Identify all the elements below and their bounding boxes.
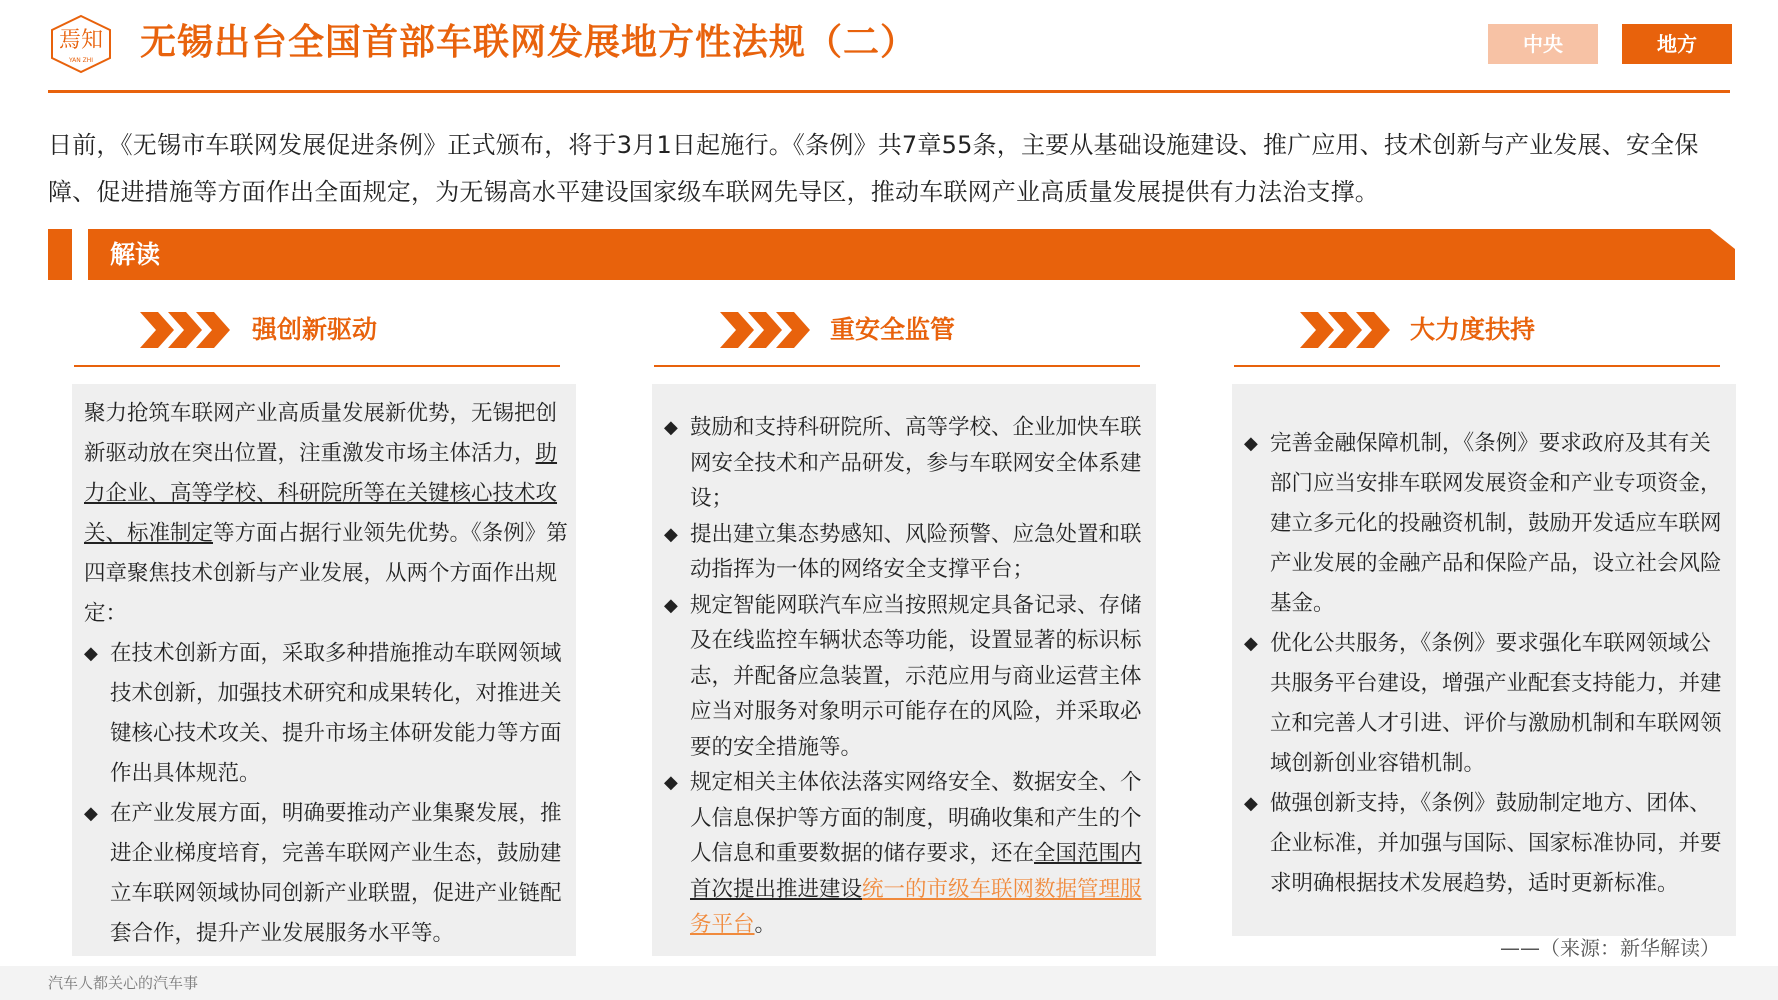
column-divider xyxy=(1234,365,1720,367)
diamond-icon: ◆ xyxy=(1244,793,1258,814)
box-text-support xyxy=(1244,424,1728,904)
list-item: ◆ 规定相关主体依法落实网络安全、数据安全、个人信息保护等方面的制度，明确收集和产生的个人信息和重要数据的储存要求，还在全国范围内首次提出推进建设统一的市级车联网数据管理服务平台。 xyxy=(664,765,1148,943)
innovation-intro: 聚力抢筑车联网产业高质量发展新优势，无锡把创新驱动放在突出位置，注重激发市场主体活力，助力企业、高等学校、科研院所等在关键核心技术攻关、标准制定等方面占据行业领先优势。《条例》第四章聚焦技术创新与产业发展，从两个方面作出规定： xyxy=(84,401,568,626)
logo-subtext: YAN ZHI xyxy=(68,57,94,64)
logo-glyph: 焉知 xyxy=(58,28,104,53)
box-text-innovation xyxy=(84,394,568,954)
column-title-safety: 重安全监管 xyxy=(830,315,956,344)
list-item: ◆ 优化公共服务，《条例》要求强化车联网领域公共服务平台建设，增强产业配套支持能力，并建立和完善人才引进、评价与激励机制和车联网领域创新创业容错机制。 xyxy=(1244,624,1728,784)
banner-bar xyxy=(88,229,1735,280)
chevrons-icon xyxy=(1300,310,1392,350)
list-item: ◆ 规定智能网联汽车应当按照规定具备记录、存储及在线监控车辆状态等功能，设置显著的标识标志，并配备应急装置，示范应用与商业运营主体应当对服务对象明示可能存在的风险，并采取必要的安全措施等。 xyxy=(664,588,1148,766)
diamond-icon: ◆ xyxy=(664,523,678,545)
tab-local[interactable]: 地方 xyxy=(1622,24,1732,64)
diamond-icon: ◆ xyxy=(1244,433,1258,454)
diamond-icon: ◆ xyxy=(1244,633,1258,654)
source-note: ——（来源：新华解读） xyxy=(1500,936,1720,960)
diamond-icon: ◆ xyxy=(84,643,98,664)
underlined-text: 全国范围内首次提出推进建设 xyxy=(690,841,1142,902)
list-item: ◆ 鼓励和支持科研院所、高等学校、企业加快车联网安全技术和产品研发，参与车联网安全体系建设； xyxy=(664,410,1148,517)
chevrons-icon xyxy=(140,310,232,350)
intro-paragraph: 日前，《无锡市车联网发展促进条例》正式颁布，将于3月1日起施行。《条例》共7章55条，主要从基础设施建设、推广应用、技术创新与产业发展、安全保障、促进措施等方面作出全面规定，为无锡高水平建设国家级车联网先导区，推动车联网产业高质量发展提供有力法治支撑。 xyxy=(48,131,1699,206)
list-item: ◆ 提出建立集态势感知、风险预警、应急处置和联动指挥为一体的网络安全支撑平台； xyxy=(664,517,1148,588)
diamond-icon: ◆ xyxy=(664,772,678,793)
footer-bar xyxy=(0,966,1778,1000)
column-divider xyxy=(654,365,1140,367)
diamond-icon: ◆ xyxy=(664,594,678,616)
underlined-text: 助力企业、高等学校、科研院所等在关键核心技术攻关、标准制定 xyxy=(84,441,558,546)
tab-central[interactable]: 中央 xyxy=(1488,24,1598,64)
footer-text: 汽车人都关心的汽车事 xyxy=(48,974,199,992)
column-title-innovation: 强创新驱动 xyxy=(252,315,378,344)
list-item: ◆ 做强创新支持，《条例》鼓励制定地方、团体、企业标准，并加强与国际、国家标准协同，并要求明确根据技术发展趋势，适时更新标准。 xyxy=(1244,784,1728,904)
list-item: ◆ 完善金融保障机制，《条例》要求政府及其有关部门应当安排车联网发展资金和产业专项资金，建立多元化的投融资机制，鼓励开发适应车联网产业发展的金融产品和保险产品，设立社会风险基金。 xyxy=(1244,424,1728,624)
list-item: ◆ 在产业发展方面，明确要推动产业集聚发展，推进企业梯度培育，完善车联网产业生态，鼓励建立车联网领域协同创新产业联盟，促进产业链配套合作，提升产业发展服务水平等。 xyxy=(84,794,568,954)
diamond-icon: ◆ xyxy=(664,417,678,438)
diamond-icon: ◆ xyxy=(84,803,98,824)
column-title-support: 大力度扶持 xyxy=(1410,315,1536,344)
banner-stub xyxy=(48,229,72,280)
yanzhi-logo xyxy=(48,14,114,74)
header-divider xyxy=(48,90,1730,93)
highlighted-platform-text: 统一的市级车联网数据管理服务平台 xyxy=(690,876,1142,937)
banner-label: 解读 xyxy=(110,240,161,269)
list-item: ◆ 在技术创新方面，采取多种措施推动车联网领域技术创新，加强技术研究和成果转化，对推进关键核心技术攻关、提升市场主体研发能力等方面作出具体规范。 xyxy=(84,634,568,794)
box-text-safety xyxy=(664,410,1148,943)
column-divider xyxy=(74,365,560,367)
chevrons-icon xyxy=(720,310,812,350)
page-title: 无锡出台全国首部车联网发展地方性法规（二） xyxy=(140,22,918,63)
